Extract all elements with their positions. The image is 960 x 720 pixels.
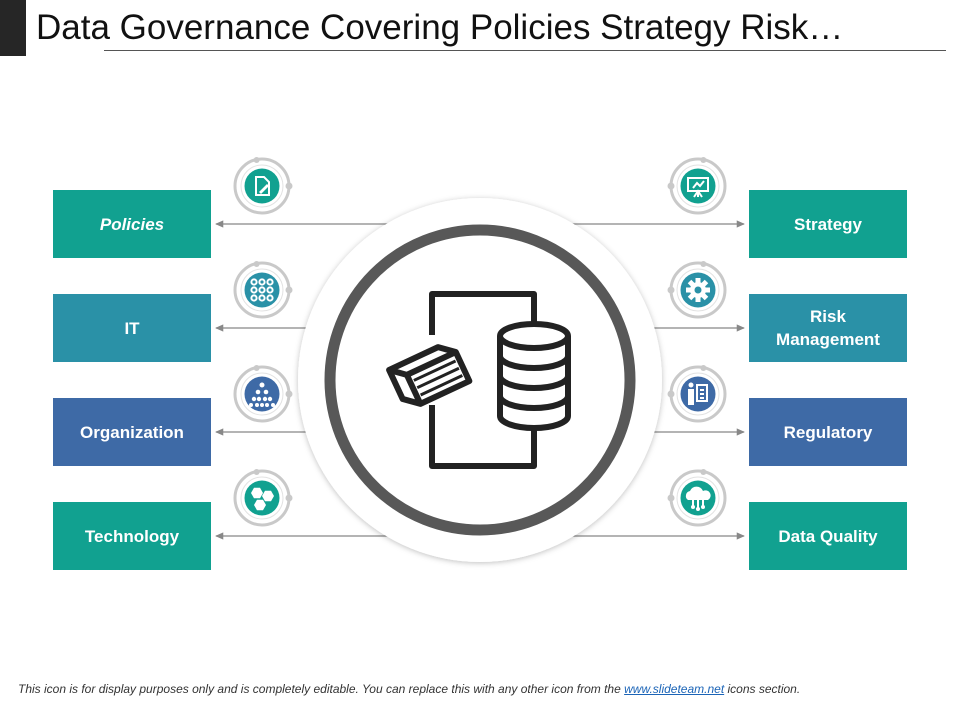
center-hub <box>298 198 662 562</box>
footer-text-before: This icon is for display purposes only and is completely editable. You can replace this with any other icon from the <box>18 682 625 696</box>
hexagons-icon-badge <box>235 469 293 525</box>
cloud-network-icon-badge <box>668 469 726 525</box>
data-quality-box: Data Quality <box>749 502 907 570</box>
risk-management-box: Risk Management <box>749 294 907 362</box>
regulatory-box: Regulatory <box>749 398 907 466</box>
footer-text-after: icons section. <box>724 682 801 696</box>
gear-icon <box>686 278 710 302</box>
footer-link[interactable]: www.slideteam.net <box>624 682 725 696</box>
person-clipboard-icon-badge <box>668 365 726 421</box>
strategy-box: Strategy <box>749 190 907 258</box>
gear-icon-badge <box>668 261 726 317</box>
slide-title: Data Governance Covering Policies Strategy Risk… <box>36 8 844 47</box>
document-pen-icon-badge <box>235 157 293 213</box>
it-box: IT <box>53 294 211 362</box>
technology-box: Technology <box>53 502 211 570</box>
organization-box: Organization <box>53 398 211 466</box>
network-nodes-icon-badge <box>235 261 293 317</box>
footer-note <box>18 682 948 696</box>
center-ring <box>330 230 630 530</box>
org-chart-icon-badge <box>235 365 293 421</box>
policies-box: Policies <box>53 190 211 258</box>
presentation-board-icon-badge <box>668 157 726 213</box>
